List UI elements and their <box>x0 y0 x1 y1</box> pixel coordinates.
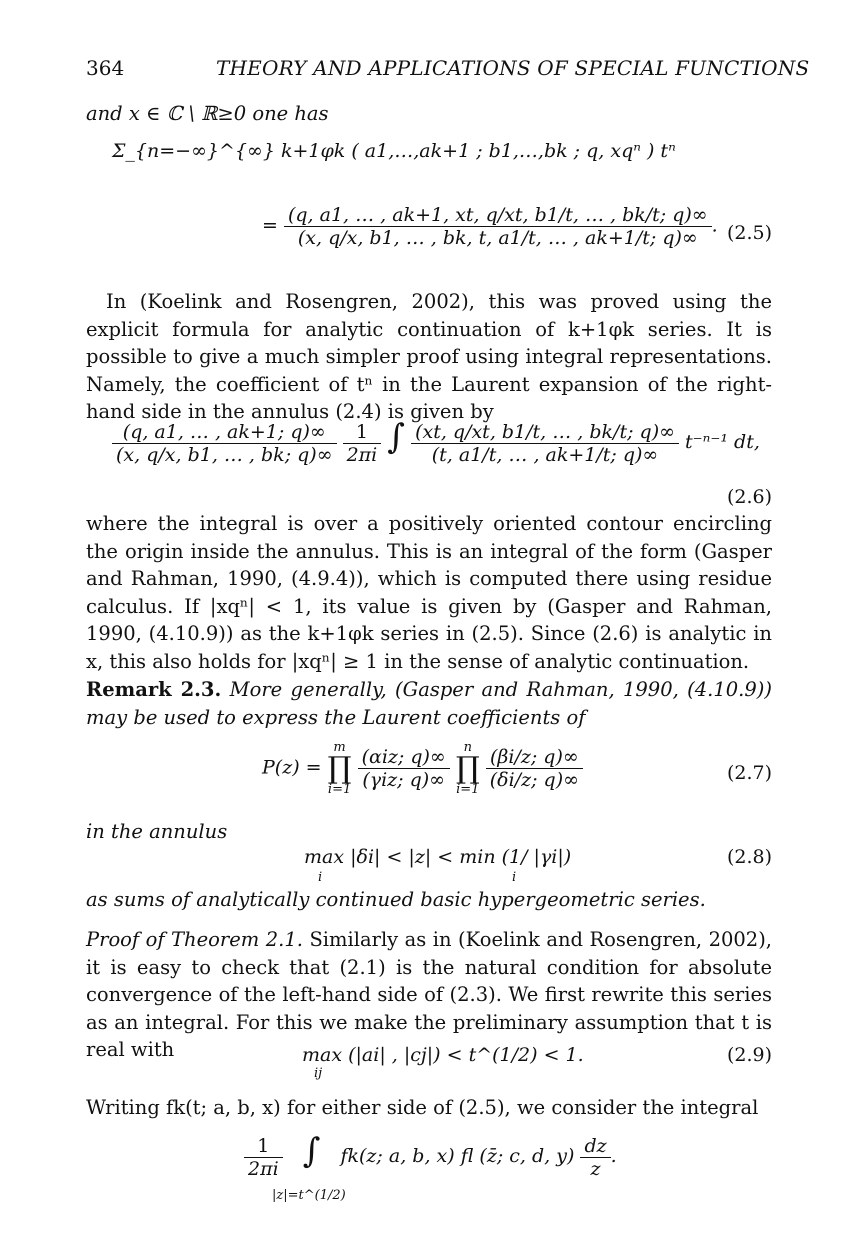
eq27-frac1-num: (αiz; q)∞ <box>361 746 446 768</box>
eq27-frac1-den: (γiz; q)∞ <box>358 768 450 791</box>
proof-heading: Proof of Theorem 2.1. <box>86 928 303 951</box>
eq28-sub-left: i <box>318 870 323 885</box>
final-integrand: fk(z; a, b, x) fl (z̄; c, d, y) <box>340 1145 575 1167</box>
final-dz-den: z <box>580 1157 610 1180</box>
remark-heading: Remark 2.3. <box>86 678 222 701</box>
sums-line: as sums of analytically continued basic hypergeometric series. <box>86 888 706 911</box>
eq25-lhs-text: Σ_{n=−∞}^{∞} k+1φk ( a1,…,ak+1 ; b1,…,bk ; q, xqⁿ ) tⁿ <box>112 140 676 162</box>
intro-line: and x ∈ ℂ \ ℝ≥0 one has <box>86 102 329 125</box>
product-2 <box>456 740 480 797</box>
paragraph-analytic-continuation: In (Koelink and Rosengren, 2002), this was proved using the explicit formula for analytic continuation of k+1φk series. It is possible to give a much simpler proof using integral representations. Namely, the coefficient of tⁿ in the Laurent expansion of the right-hand side in the annulus (2.4) is given by <box>86 290 772 423</box>
equation-2-5-rhs: = $\frac{(q, a1, \dots , ak+1, xt, q/xt, b1/t, \dots , bk/t; q)\infty}{(x, q/x, b1, \dots , bk, t, a1/t, \dots , ak+1/t; q)\infty}$ . <box>262 204 718 249</box>
equation-2-6 <box>112 417 760 466</box>
eq26-frac2-num: 1 <box>355 420 368 443</box>
eq28-sub-right: i <box>512 870 517 885</box>
product-sign-2: ∏ <box>455 751 480 786</box>
eq26-frac3-den: (t, a1/t, … , ak+1/t; q)∞ <box>411 443 679 466</box>
equation-number-2-6: (2.6) <box>726 486 772 508</box>
writing-line: Writing fk(t; a, b, x) for either side of (2.5), we consider the integral <box>86 1096 759 1119</box>
proof-paragraph <box>86 926 772 1064</box>
running-title: THEORY AND APPLICATIONS OF SPECIAL FUNCTIONS <box>216 56 810 80</box>
eq27-frac2-den: (δi/z; q)∞ <box>486 768 583 791</box>
page-number: 364 <box>86 56 125 80</box>
eq26-tail: t⁻ⁿ⁻¹ dt, <box>685 431 760 453</box>
eq29-sub: ij <box>314 1066 323 1081</box>
equation-number-2-8: (2.8) <box>726 846 772 868</box>
prod2-bottom: i=1 <box>456 782 480 797</box>
prod1-bottom: i=1 <box>327 782 352 797</box>
eq26-frac1-num: (q, a1, … , ak+1; q)∞ <box>122 420 326 443</box>
remark-2-3 <box>86 676 772 731</box>
prod2-top: n <box>463 740 472 755</box>
equation-number-2-7: (2.7) <box>726 762 772 784</box>
equation-2-5-lhs <box>112 140 676 162</box>
paragraph-residue: where the integral is over a positively oriented contour encircling the origin inside the annulus. This is an integral of the form (Gasper and Rahman, 1990, (4.9.4)), which is computed there using residue calculus. If |xqⁿ| < 1, its value is given by (Gasper and Rahman, 1990, (4.10.9)) as the k+1φk series in (2.5). Since (2.6) is analytic in x, this also holds for |xqⁿ| ≥ 1 in the sense of analytic continuation. <box>86 512 772 673</box>
eq29-text: max (|ai| , |cj|) < t^(1/2) < 1. <box>302 1044 584 1066</box>
eq27-lhs: P(z) = <box>262 756 322 779</box>
integral-sign: ∫ <box>387 417 406 457</box>
equation-2-9 <box>302 1044 584 1066</box>
eq27-frac2-num: (βi/z; q)∞ <box>489 746 579 768</box>
final-contour-label: |z|=t^(1/2) <box>272 1188 346 1203</box>
equation-2-8 <box>304 846 571 868</box>
equation-number-2-5: (2.5) <box>726 222 772 244</box>
final-integral: $\frac{1}{2\pi i}$ ∫ fk(z; a, b, x) fl (z̄; c, d, y) $\frac{dz}{z}$ . <box>244 1134 617 1180</box>
annulus-line: in the annulus <box>86 820 228 843</box>
remark-text: More generally, (Gasper and Rahman, 1990, (4.10.9)) may be used to express the Laurent coefficients of <box>86 678 772 729</box>
eq28-text: max |δi| < |z| < min (1/ |γi|) <box>304 846 572 868</box>
eq25-denominator: (x, q/x, b1, … , bk, t, a1/t, … , ak+1/t; q)∞ <box>284 226 712 249</box>
equation-number-2-9: (2.9) <box>726 1044 772 1066</box>
final-coef-den: 2πi <box>244 1157 283 1180</box>
eq26-frac1-den: (x, q/x, b1, … , bk; q)∞ <box>112 443 337 466</box>
final-dz-num: dz <box>584 1134 607 1157</box>
final-coef-num: 1 <box>257 1134 270 1157</box>
final-integral-sign: ∫ <box>302 1131 321 1171</box>
equation-2-7 <box>262 740 583 797</box>
eq26-frac3-num: (xt, q/xt, b1/t, … , bk/t; q)∞ <box>415 420 675 443</box>
eq26-frac2-den: 2πi <box>343 443 382 466</box>
eq25-numerator: (q, a1, … , ak+1, xt, q/xt, b1/t, … , bk/t; q)∞ <box>287 204 708 226</box>
proof-text: Similarly as in (Koelink and Rosengren, 2002), it is easy to check that (2.1) is the natural condition for absolute convergence of the left-hand side of (2.3). We first rewrite this series as an integral. For this we make the preliminary assumption that t is real with <box>86 928 773 1061</box>
product-1 <box>328 740 352 797</box>
product-sign-1: ∏ <box>327 751 352 786</box>
prod1-top: m <box>333 740 346 755</box>
